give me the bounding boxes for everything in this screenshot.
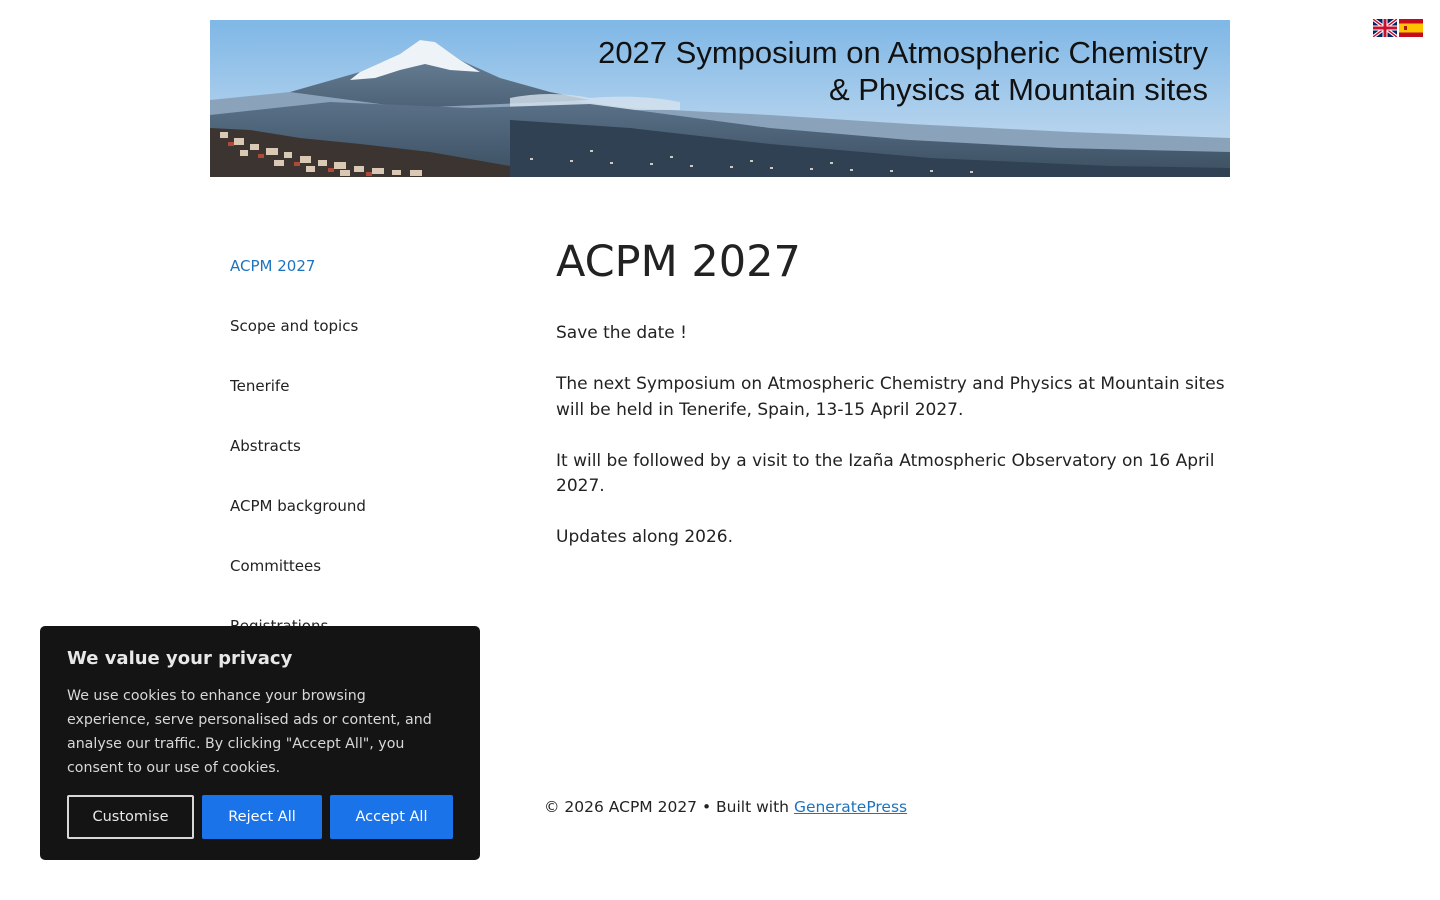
language-switcher [1373, 19, 1423, 37]
cookie-consent-banner [40, 626, 480, 860]
generatepress-link[interactable]: GeneratePress [793, 798, 908, 816]
content-paragraph: Save the date ! [556, 323, 687, 343]
footer-copyright: © 2026 ACPM 2027 • Built with [544, 798, 794, 816]
accept-all-button[interactable]: Accept All [330, 795, 453, 839]
content-paragraph: The next Symposium on Atmospheric Chemistry and Physics at Mountain sites will be held in Tenerife, Spain, 13-15 April 2027. [556, 374, 1225, 420]
sidebar-item-acpm-background[interactable]: ACPM background [230, 497, 366, 515]
banner-title-line2: & Physics at Mountain sites [828, 72, 1208, 107]
sidebar-item-committees[interactable]: Committees [230, 557, 322, 575]
content-body [556, 321, 1236, 551]
content-paragraph: Updates along 2026. [556, 527, 734, 547]
customise-button[interactable]: Customise [67, 795, 194, 839]
page-title: ACPM 2027 [556, 237, 801, 287]
reject-all-button[interactable]: Reject All [202, 795, 322, 839]
sidebar-item-acpm-2027[interactable]: ACPM 2027 [230, 257, 316, 275]
content-paragraph: It will be followed by a visit to the Izaña Atmospheric Observatory on 16 April 2027. [556, 450, 1215, 496]
sidebar-item-scope-and-topics[interactable]: Scope and topics [230, 317, 359, 335]
header-banner[interactable] [210, 20, 1230, 177]
main-content [556, 236, 1236, 551]
uk-flag-icon[interactable] [1373, 19, 1397, 37]
sidebar-item-tenerife[interactable]: Tenerife [230, 377, 290, 395]
cookie-buttons [67, 795, 453, 839]
cookie-description: We use cookies to enhance your browsing experience, serve personalised ads or content, and analyse our traffic. By clicking "Accept All", you consent to our use of cookies. [67, 688, 432, 776]
sidebar-item-abstracts[interactable]: Abstracts [230, 437, 301, 455]
site-footer [544, 796, 907, 818]
banner-title [598, 34, 1208, 108]
spain-flag-icon[interactable] [1399, 19, 1423, 37]
cookie-title: We value your privacy [67, 648, 293, 669]
banner-title-line1: 2027 Symposium on Atmospheric Chemistry [598, 35, 1208, 70]
